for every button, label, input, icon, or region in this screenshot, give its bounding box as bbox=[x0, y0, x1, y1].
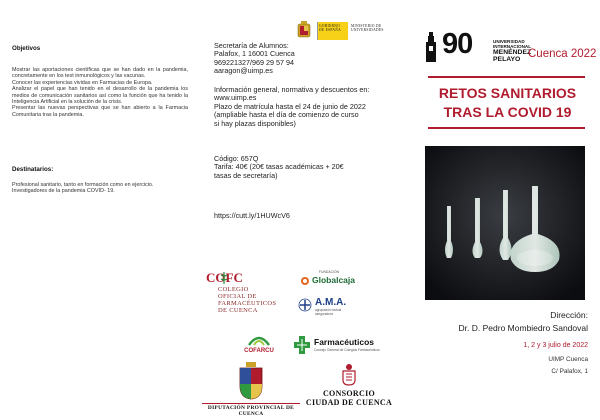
ama-text: A.M.A. bbox=[315, 297, 347, 308]
destinatarios-text bbox=[12, 182, 188, 195]
uimp-tower-icon bbox=[423, 32, 439, 62]
course-dates: 1, 2 y 3 julio de 2022 bbox=[523, 342, 588, 349]
globalcaja-icon bbox=[300, 276, 310, 286]
cofc-logo bbox=[204, 268, 292, 328]
farmaceuticos-text: Farmacéuticos bbox=[314, 337, 374, 347]
farmaceuticos-logo bbox=[294, 333, 394, 359]
farmaceuticos-sub: Consejo General de Colegios Farmacéuticos bbox=[314, 348, 380, 352]
right-panel bbox=[400, 0, 600, 420]
diputacion-text: DIPUTACIÓN PROVINCIAL DE CUENCA bbox=[202, 403, 300, 417]
course-title-line2: TRAS LA COVID 19 bbox=[443, 104, 572, 120]
cofc-line: DE CUENCA bbox=[218, 307, 258, 314]
cofc-line: FARMACÉUTICOS bbox=[218, 300, 277, 307]
consorcio-text bbox=[304, 389, 394, 407]
destinatarios-paragraph: Profesional sanitario, tanto en formación como en ejercicio. bbox=[12, 182, 154, 188]
ama-sub: agrupación mutual aseguradora bbox=[315, 308, 342, 316]
objetivos-paragraph: Presentar las nuevas perspectivas que se han abierto a la Farmacia Comunitaria tras la pandemia. bbox=[12, 105, 188, 118]
venue: UIMP Cuenca bbox=[548, 356, 588, 363]
uimp-word: UNIVERSIDAD bbox=[493, 39, 525, 44]
uimp-name bbox=[493, 39, 531, 63]
globalcaja-top: FUNDACIÓN bbox=[318, 270, 340, 274]
cofc-text bbox=[218, 286, 276, 314]
objetivos-paragraph: Mostrar las aportaciones científicas que se han dado en la pandemia, concretamente en los test inmunológicos y las vacunas. bbox=[12, 67, 188, 80]
codigo-block: Código: 657Q Tarifa: 40€ (20€ tasas académicas + 20€ tasas de secretaría) bbox=[214, 154, 344, 180]
address: C/ Palafox, 1 bbox=[551, 368, 588, 375]
objetivos-paragraph: Conocer las experiencias vividas en Farmacias de Europa. bbox=[12, 79, 153, 86]
uimp-word: INTERNACIONAL bbox=[493, 44, 532, 49]
consorcio-logo bbox=[304, 362, 394, 416]
consorcio-line: CIUDAD DE CUENCA bbox=[305, 398, 393, 407]
destinatarios-paragraph: Investigadores de la pandemia COVID- 19. bbox=[12, 188, 115, 195]
left-panel bbox=[0, 0, 200, 420]
gov-text: GOBIERNO DE ESPAÑA bbox=[319, 24, 342, 32]
ministerio-text: MINISTERIO DE UNIVERSIDADES bbox=[351, 24, 384, 32]
diputacion-logo bbox=[202, 362, 300, 417]
gobierno-logo bbox=[295, 20, 387, 42]
location-year: Cuenca 2022 bbox=[528, 48, 597, 60]
course-link[interactable]: https://cutt.ly/1HUWcV6 bbox=[214, 211, 290, 220]
uimp-anniversary: 90 bbox=[442, 28, 473, 60]
glass-vessels-photo bbox=[425, 146, 585, 300]
diputacion-shield-icon bbox=[238, 362, 264, 400]
uimp-word: MENÉNDEZ bbox=[493, 49, 532, 56]
direccion-label: Dirección: bbox=[550, 310, 588, 320]
cofc-line: COLEGIO bbox=[218, 286, 249, 293]
objetivos-text bbox=[12, 67, 188, 118]
objetivos-heading: Objetivos bbox=[12, 45, 41, 52]
green-cross-icon bbox=[294, 336, 310, 354]
course-title-line1: RETOS SANITARIOS bbox=[438, 85, 577, 101]
destinatarios-heading: Destinatarios: bbox=[12, 166, 54, 173]
ama-cross-icon bbox=[298, 298, 312, 312]
cofarcu-text: COFARCU bbox=[244, 348, 274, 354]
secretaria-block: Secretaría de Alumnos: Palafox, 1 16001 Cuenca 969221327/969 29 57 94 aaragon@uimp.es bbox=[214, 41, 295, 76]
consorcio-emblem-icon bbox=[340, 362, 358, 386]
cofc-line: OFICIAL DE bbox=[218, 293, 257, 300]
globalcaja-text: Globalcaja bbox=[312, 275, 355, 285]
cofarcu-logo bbox=[234, 333, 284, 359]
cofc-letters: COFC bbox=[206, 270, 243, 285]
middle-panel bbox=[200, 0, 400, 420]
ama-logo bbox=[298, 295, 360, 319]
cofarcu-icon bbox=[246, 333, 272, 347]
uimp-word: PELAYO bbox=[493, 56, 521, 63]
coat-of-arms-icon bbox=[295, 21, 313, 41]
title-rule-bottom bbox=[428, 127, 585, 129]
consorcio-line: CONSORCIO bbox=[322, 389, 376, 398]
caduceus-icon bbox=[218, 271, 230, 285]
objetivos-paragraph: Analizar el papel que han tenido en el desarrollo de la pandemia los medios de comunicación sanitarios así como la función que ha tenido la Inteligencia Artificial en la solución de la crisis. bbox=[12, 86, 188, 106]
globalcaja-logo bbox=[298, 270, 360, 292]
director-name: Dr. D. Pedro Mombiedro Sandoval bbox=[458, 323, 588, 333]
info-block: Información general, normativa y descuentos en: www.uimp.es Plazo de matrícula hasta el 24 de junio de 2022 (ampliable hasta el día de comienzo de curso si hay plazas disponibles) bbox=[214, 85, 370, 128]
title-rule-top bbox=[428, 76, 585, 78]
